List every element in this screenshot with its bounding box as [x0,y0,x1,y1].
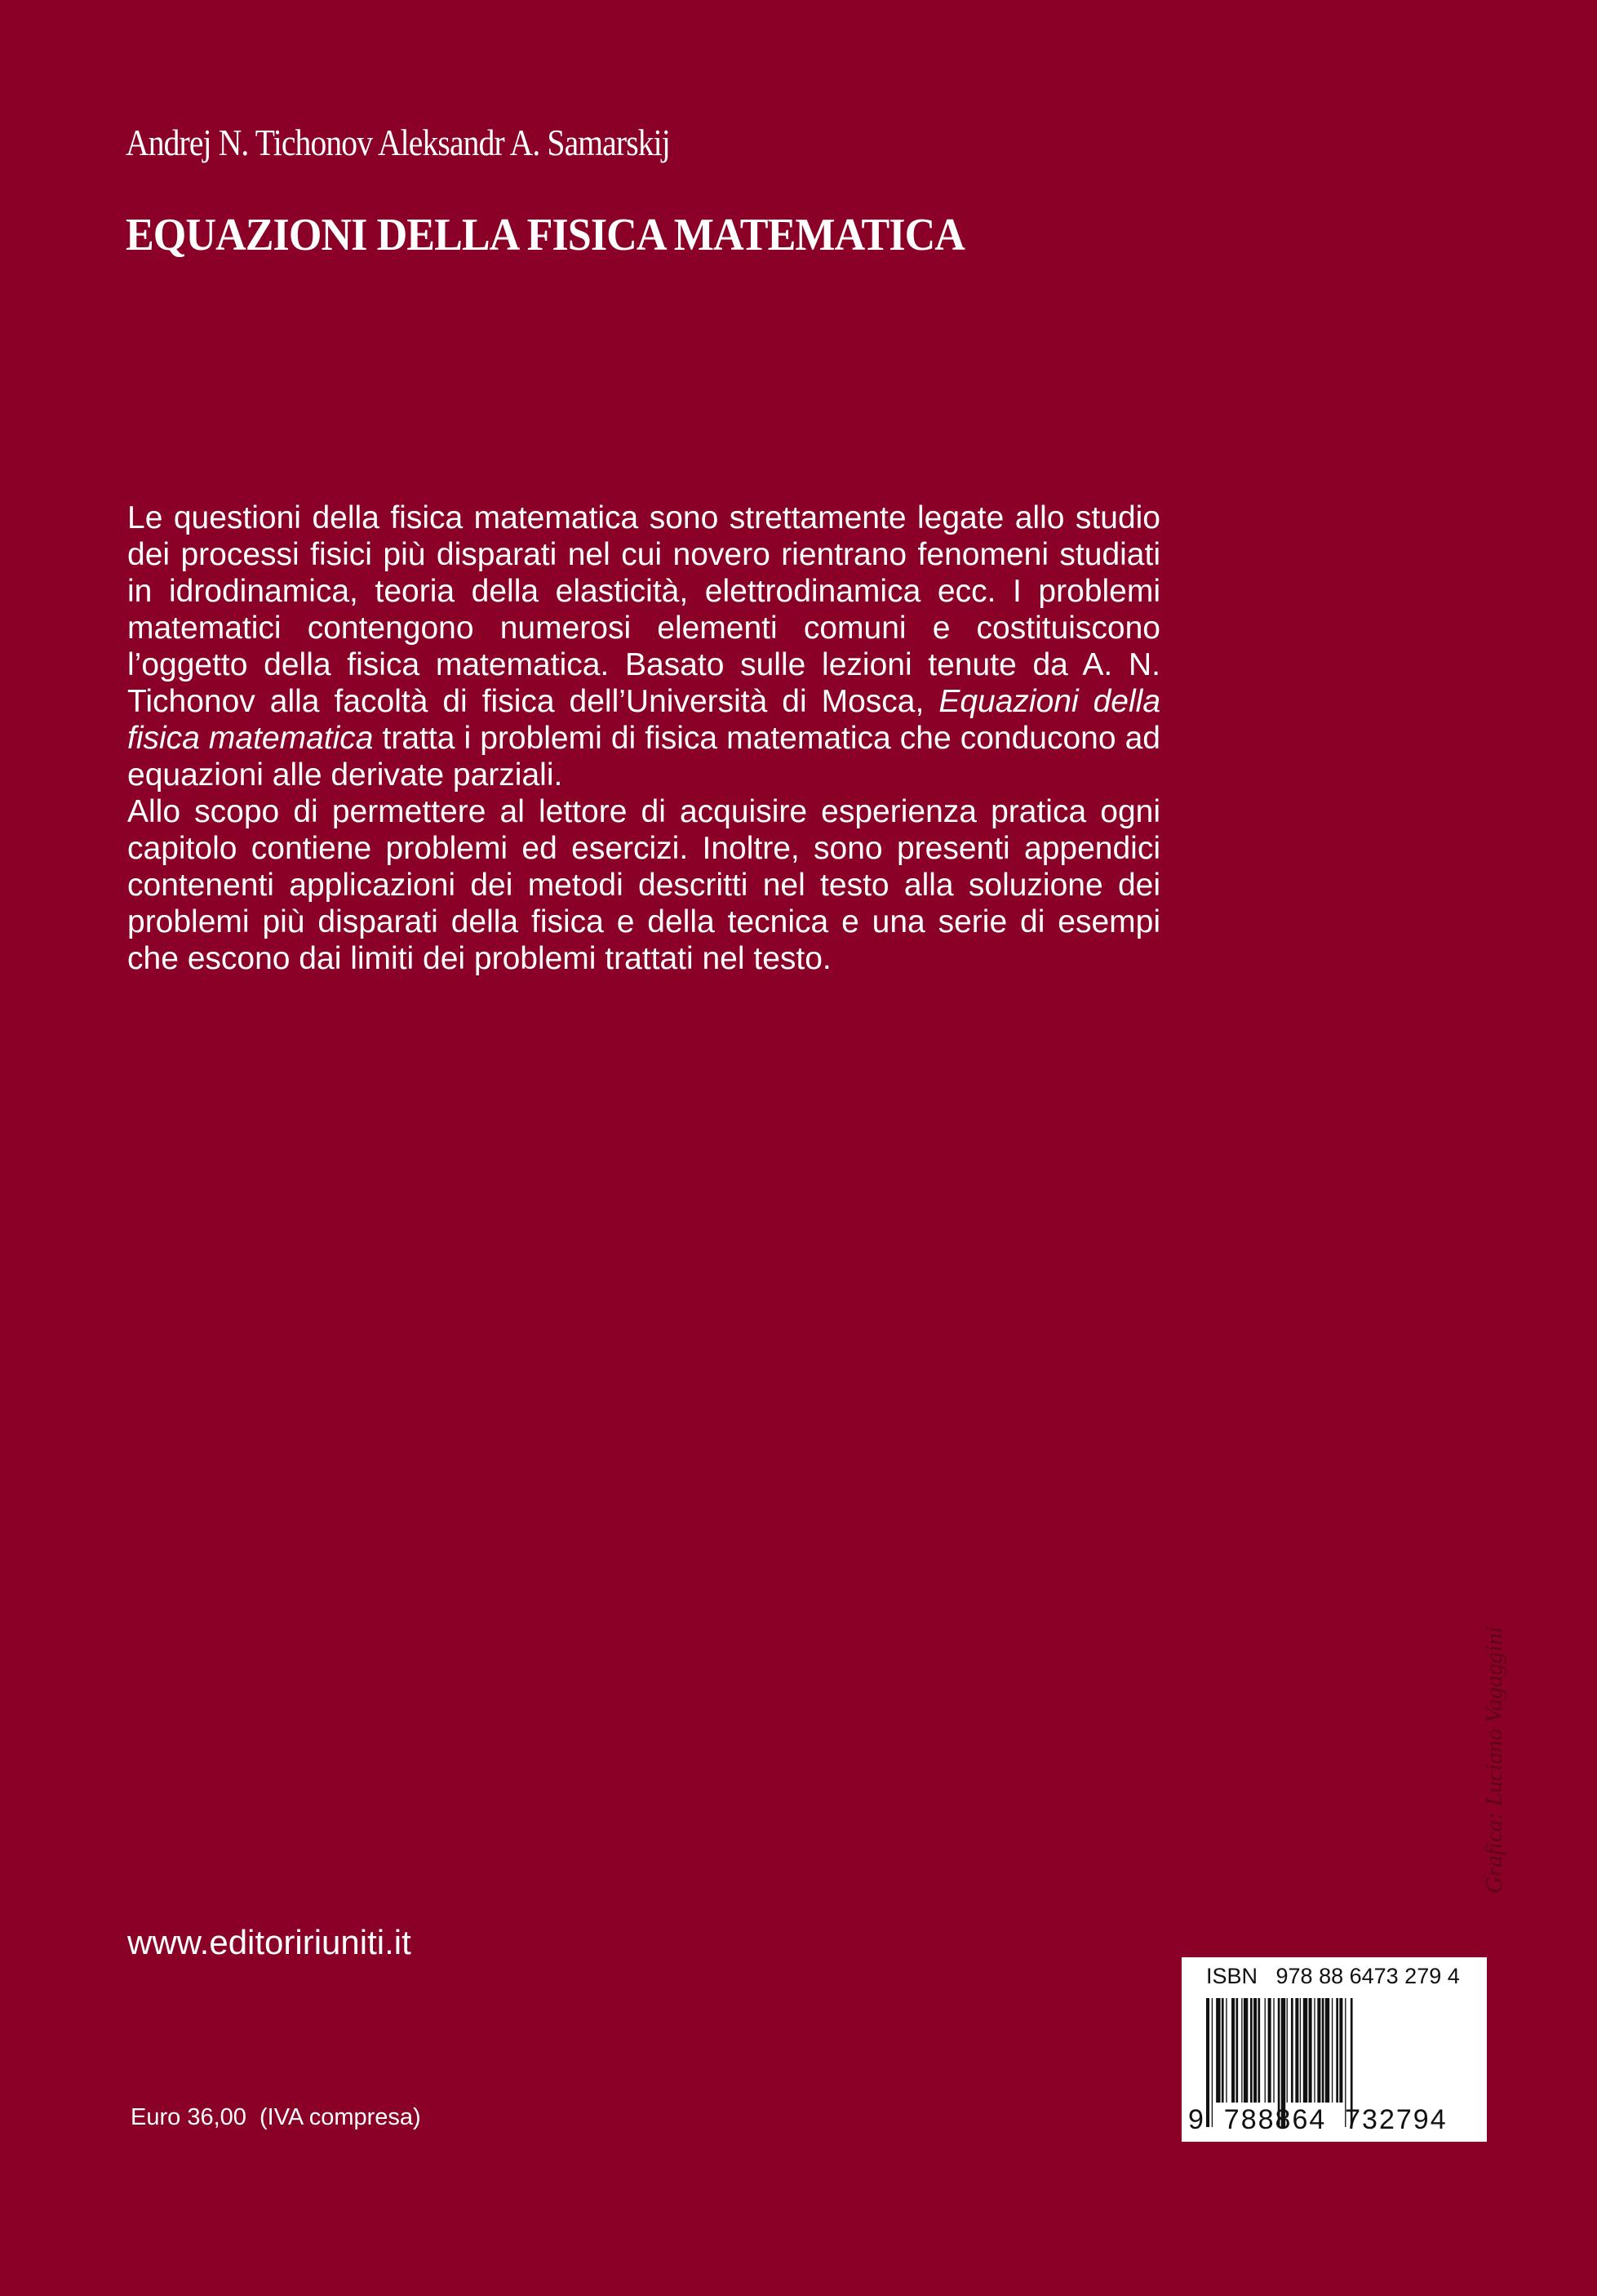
price: Euro 36,00 (IVA compresa) [131,2104,421,2130]
blurb-p1-italic-title: Equazioni della fisica matematica [127,684,1161,756]
publisher-website: www.editoririuniti.it [127,1923,411,1961]
book-title: EQUAZIONI DELLA FISICA MATEMATICA [126,210,965,260]
blurb-paragraph-1 [127,500,1160,793]
barcode-box [1182,1957,1487,2142]
isbn-label: ISBN 978 88 6473 279 4 [1206,1964,1460,1988]
blurb-paragraph-2: Allo scopo di permettere al lettore di acquisire esperienza pratica ogni capitolo contiene problemi ed esercizi. Inoltre, sono presenti appendici contenenti applicazioni dei metodi descritti nel testo alla soluzione dei problemi più disparati della fisica e della tecnica e una serie di esempi che escono dai limiti dei problemi trattati nel testo. [127,794,1160,976]
blurb-p1-start: Le questioni della fisica matematica sono strettamente legate allo studio dei processi fisici più disparati nel cui novero rientrano fenomeni studiati in idrodinamica, teoria della elasticità, elettrodinamica ecc. I problemi matematici contengono numerosi elementi comuni e costituiscono l’oggetto della fisica matematica. Basato sulle lezioni tenute da A. N. Tichonov alla facoltà di fisica dell’Università di Mosca, [127,500,1160,719]
authors: Andrej N. Tichonov Aleksandr A. Samarskij [126,122,670,163]
barcode-digits: 9 788864 732794 [1188,2104,1448,2135]
blurb-p1-end: tratta i problemi di fisica matematica che conducono ad equazioni alle derivate parziali. [127,721,1160,793]
graphic-credit: Grafica: Luciano Vagaggini [1481,1626,1507,1894]
blurb [127,500,1160,977]
